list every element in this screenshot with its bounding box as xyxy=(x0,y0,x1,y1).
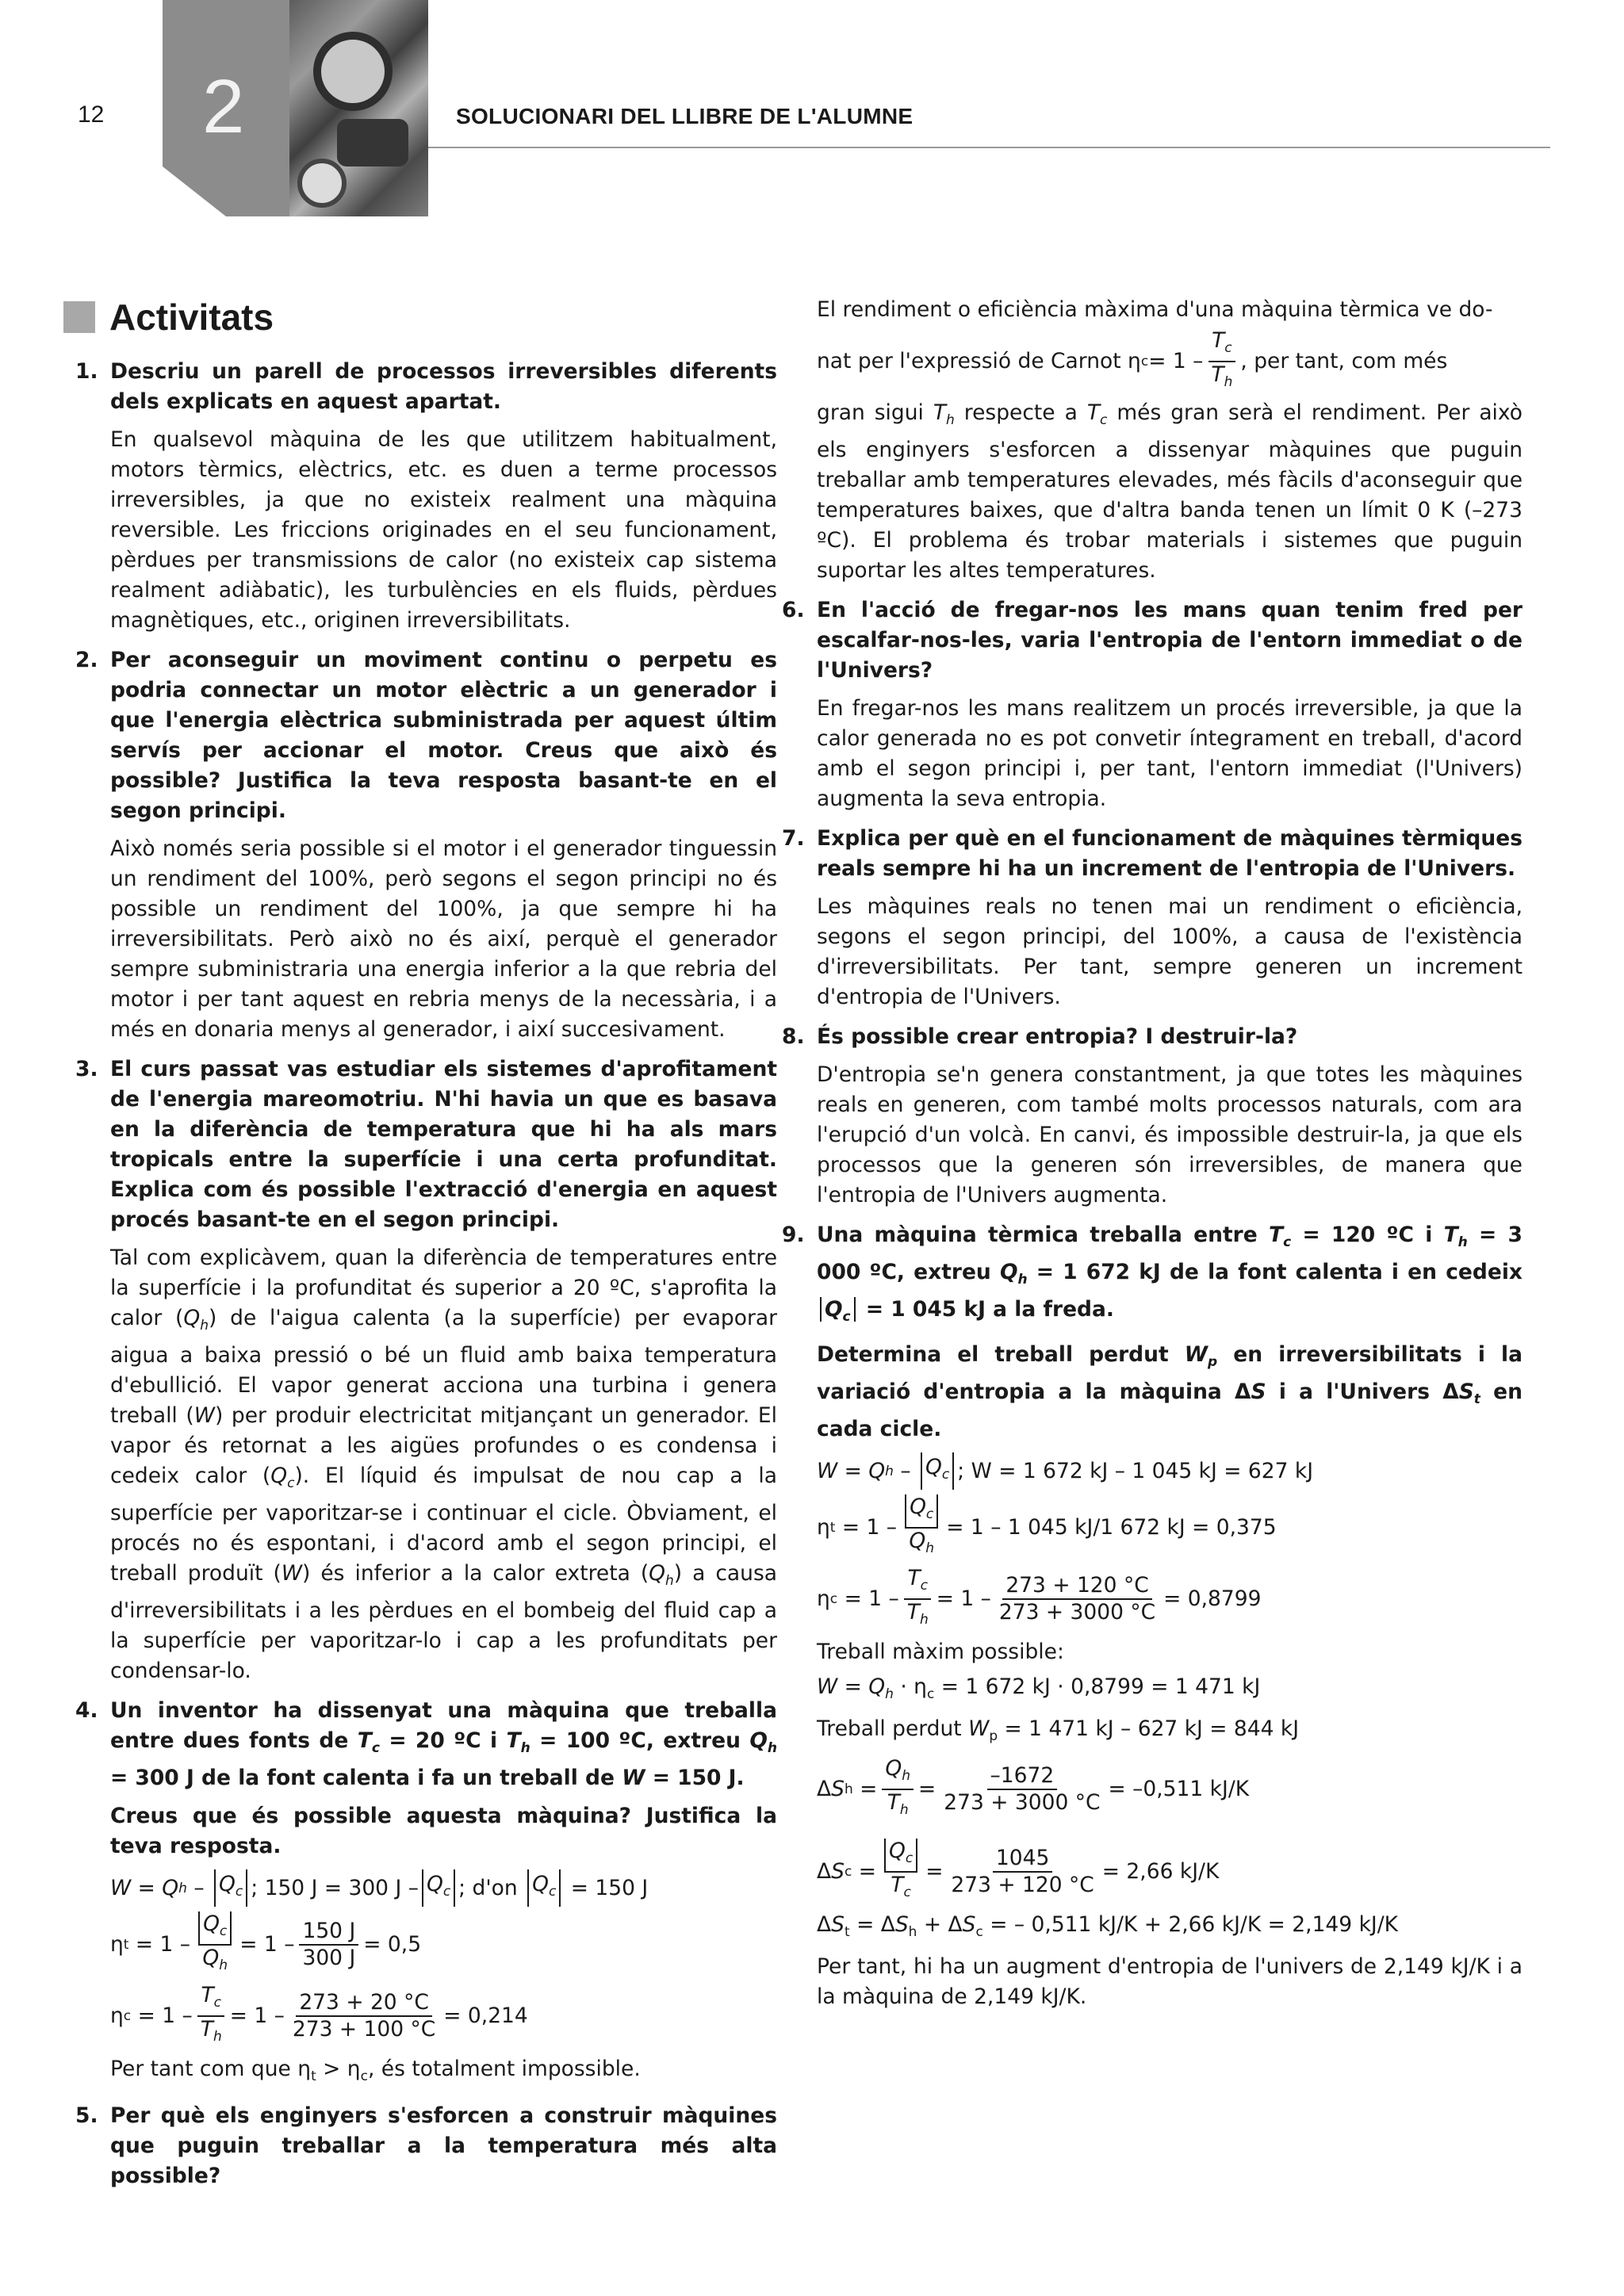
equation-9-4: $W = Q_h \cdot \eta_c = 1$ 672 kJ · 0,8799 = 1 471 kJ xyxy=(817,1674,1261,1702)
question-4: 4. Un inventor ha dissenyat una màquina que treballa entre dues fonts de $T_c = 20$ ºC i $T_h = 100$ ºC, extreu $Q_h = 300$ J de la font calenta i fa un treball de W = 150 J. xyxy=(75,1698,777,1790)
answer-7: Les màquines reals no tenen mai un rendiment o eficiència, segons el segon principi, del 100%, a causa de l'existència d'irreversibilitats. Per tant, sempre generen un increment d'entropia de l'Univers. xyxy=(817,894,1522,1009)
equation-9-1: W = Q h – $Q_c$ ; W = 1 672 kJ – 1 045 kJ = 627 kJ xyxy=(817,1452,1522,1490)
question-3: 3. El curs passat vas estudiar els sistemes d'aprofitament de l'energia mareomotriu. N'hi havia un que es basava en la diferència de temperatura que hi ha als mars tropicals entre la superfície i una certa profunditat. Explica com és possible l'extracció d'energia en aquest procés basant-te en el segon principi. xyxy=(75,1057,777,1232)
answer-9-final: Per tant, hi ha un augment d'entropia de l'univers de 2,149 kJ/K i a la màquina de 2,149 kJ/K. xyxy=(817,1954,1522,2009)
page-number: 12 xyxy=(78,101,105,128)
chapter-number: 2 xyxy=(202,64,245,149)
question-7: 7. Explica per què en el funcionament de màquines tèrmiques reals sempre hi ha un increment de l'entropia de l'Univers. xyxy=(782,826,1522,881)
question-4-part2: Creus que és possible aquesta màquina? Justifica la teva resposta. xyxy=(110,1804,777,1858)
lost-work: Treball perdut $W_p = 1$ 471 kJ – 627 kJ = 844 kJ xyxy=(817,1716,1300,1744)
question-2: 2. Per aconseguir un moviment continu o perpetu es podria connectar un motor elèctric a un generador i que l'energia elèctrica subministrada per aquest últim servís per accionar el motor. Creus que això és possible? Justifica la teva resposta basant-te en el segon principi. xyxy=(75,648,777,823)
equation-9-6: Δ S c = $\frac{Q_c}{T_c}$ = $\frac{1045}{273 + 120 ^\circ C}$ = 2,66 kJ/K xyxy=(817,1839,1220,1900)
question-8: 8. És possible crear entropia? I destruir-la? xyxy=(782,1024,1298,1049)
left-column xyxy=(75,293,777,2199)
answer-4-conclusion: Per tant com que $\eta_t > \eta_c$, és totalment impossible. xyxy=(110,2057,641,2084)
equation-9-2: η t = 1 – $\frac{Q_c}{Q_h}$ = 1 – 1 045 kJ/1 672 kJ = 0,375 xyxy=(817,1494,1277,1556)
header-title: SOLUCIONARI DEL LLIBRE DE L'ALUMNE xyxy=(456,104,914,128)
equation-9-7: $\Delta S_t = \Delta S_h + \Delta S_c$ = – 0,511 kJ/K + 2,66 kJ/K = 2,149 kJ/K xyxy=(817,1912,1399,1940)
question-6: 6. En l'acció de fregar-nos les mans quan tenim fred per escalfar-nos-les, varia l'entropia de l'entorn immediat o de l'Univers? xyxy=(782,598,1522,683)
answer-1: En qualsevol màquina de les que utilitzem habitualment, motors tèrmics, elèctrics, etc. es duen a terme processos irreversibles, ja que no existeix realment una màquina reversible. Les friccions originades en el seu funcionament, pèrdues per transmissions de calor (no existeix cap sistema realment adiàbatic), les turbulències en els fluids, pèrdues magnètiques, etc., originen irreversibilitats. xyxy=(110,427,777,633)
equation-4-3: η c = 1 – $\frac{T_c}{T_h}$ = 1 – $\frac{273 + 20 ^\circ C}{273 + 100 ^\circ C}$ = 0,214 xyxy=(110,1983,528,2045)
equation-4-1: W = Q h – $Q_c$ ; 150 J = 300 J – $Q_c$ ; d'on $Q_c$ = 150 J xyxy=(110,1869,777,1907)
question-5: 5. Per què els enginyers s'esforcen a construir màquines que puguin treballar a la temperatura més alta possible? xyxy=(75,2103,777,2188)
section-heading xyxy=(75,293,777,341)
answer-8: D'entropia se'n genera constantment, ja que totes les màquines reals en generen, com també molts processos naturals, com ara l'erupció d'un volcà. En canvi, és impossible destruir-la, ja que els processos que la generen són irreversibles, de manera que l'entropia de l'Univers augmenta. xyxy=(817,1062,1522,1207)
question-1: 1. Descriu un parell de processos irreversibles diferents dels explicats en aquest apartat. xyxy=(75,359,777,414)
right-column xyxy=(782,295,1523,2012)
engine-photo xyxy=(289,0,428,216)
equation-9-3: η c = 1 – $\frac{T_c}{T_h}$ = 1 – $\frac{273 + 120 ^\circ C}{273 + 3000 ^\circ C}$ = 0,8799 xyxy=(817,1566,1262,1628)
section-title: Activitats xyxy=(109,297,274,338)
answer-5-rest: gran sigui $T_h$ respecte a $T_c$ més gran serà el rendiment. Per això els enginyers s'esforcen a dissenyar màquines que puguin treballar amb temperatures elevades, més fàcils d'aconseguir que temperatures baixes, que d'altra banda tenen un límit 0 K (–273 ºC). El problema és trobar materials i sistemes que puguin suportar les altes temperatures. xyxy=(817,400,1523,583)
equation-9-5: Δ S h = $\frac{Q_h}{T_h}$ = $\frac{-1672}{273 + 3000 ^\circ C}$ = –0,511 kJ/K xyxy=(817,1756,1250,1818)
section-square-icon xyxy=(63,301,95,333)
answer-6: En fregar-nos les mans realitzem un procés irreversible, ja que la calor generada no es pot convetir íntegrament en treball, d'acord amb el segon principi i, per tant, l'entorn immediat (l'Univers) augmenta la seva entropia. xyxy=(817,696,1522,811)
equation-4-2: η t = 1 – $\frac{Q_c}{Q_h}$ = 1 – $\frac{150 J}{300 J}$ = 0,5 xyxy=(110,1911,422,1973)
answer-3: Tal com explicàvem, quan la diferència de temperatures entre la superfície i la profunditat és superior a 20 ºC, s'aprofita la calor $(Q_h)$ de l'aigua calenta (a la superfície) per evaporar aigua a baixa pressió o bé un fluid amb baixa temperatura d'ebullició. El vapor generat acciona una turbina i genera treball (W) per produir electricitat mitjançant un generador. El vapor és retornat a les aigües profundes o es condensa i cedeix calor $(Q_c)$. El líquid és impulsat de nou cap a la superfície per vaporitzar-se i continuar el cicle. Òbviament, el procés no és espontani, i d'acord amb el segon principi, el treball produït (W) és inferior a la calor extreta $(Q_h)$ a causa d'irreversibilitats i a les pèrdues en el bombeig del fluid cap a la superfície per vaporitzar-lo i cap a les profunditats per condensar-lo. xyxy=(110,1246,778,1683)
question-9-part2: Determina el treball perdut $W_p$ en irreversibilitats i la variació d'entropia a la màquina ΔS i a l'Univers $\Delta S_t$ en cada cicle. xyxy=(817,1342,1523,1441)
max-work-label: Treball màxim possible: xyxy=(817,1640,1064,1664)
answer-5-carnot: nat per l'expressió de Carnot η c = 1 – $\frac{T_c}{T_h}$ , per tant, com més xyxy=(817,328,1448,390)
answer-2: Això només seria possible si el motor i el generador tinguessin un rendiment del 100%, però segons el segon principi no és possible un rendiment del 100%, ja que sempre hi ha irreversibilitats. Però això no és així, perquè el generador sempre subministraria una energia inferior a la que rebria del motor i per tant aquest en rebria menys de la necessària, i a més en donaria menys al generador, i així succesivament. xyxy=(110,836,777,1042)
question-9: 9. Una màquina tèrmica treballa entre $T_c = 120$ ºC i $T_h = 3$ 000 ºC, extreu $Q_h = 1$ 672 kJ de la font calenta i en cedeix $Q_c = 1$ 045 kJ a la freda. xyxy=(782,1223,1522,1325)
header-rule xyxy=(428,147,1550,148)
answer-5-intro: El rendiment o eficiència màxima d'una màquina tèrmica ve do- xyxy=(817,297,1493,322)
